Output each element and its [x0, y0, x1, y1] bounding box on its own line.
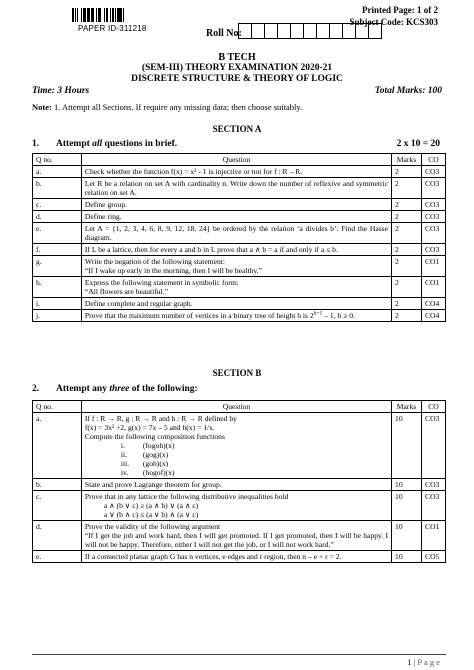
row-question	[81, 479, 391, 491]
question-line: “All flowers are beautiful.”	[84, 287, 168, 296]
row-co: CO3	[422, 491, 446, 521]
barcode-bar	[124, 8, 126, 22]
question-2-emph: three	[109, 384, 130, 394]
roll-no-box[interactable]	[329, 23, 343, 39]
sub-item-text: (fogoh)(x)	[142, 441, 175, 450]
row-marks: 2	[392, 166, 422, 178]
row-question	[81, 244, 391, 256]
table-row	[33, 413, 446, 479]
question-line: If a connected planar graph G has n vertices, e edges and r region, then n – e + r = 2.	[84, 552, 342, 561]
col-co: CO	[422, 401, 446, 413]
col-qno: Q no.	[33, 154, 82, 166]
question-line: Prove that in any lattice the following distributive inequalities hold	[84, 492, 289, 501]
question-1-emph: all	[92, 139, 103, 149]
row-co: CO3	[421, 199, 445, 211]
row-qno: d.	[33, 521, 82, 551]
sub-item	[85, 441, 388, 450]
row-marks: 2	[392, 211, 422, 223]
sub-item-number: iv.	[120, 468, 129, 477]
question-line: a ∧ (b ∨ c) ≥ (a ∧ b) ∨ (a ∧ c)	[84, 501, 199, 510]
row-co: CO4	[421, 310, 445, 322]
roll-no-box[interactable]	[251, 23, 265, 39]
question-line: Prove the validity of the following argument	[84, 522, 221, 531]
row-co: CO1	[421, 256, 445, 277]
roll-no-box[interactable]	[368, 23, 382, 39]
row-qno: j.	[33, 310, 82, 322]
table-row	[33, 491, 446, 521]
row-question	[81, 178, 391, 199]
row-qno: f.	[33, 244, 82, 256]
exam-title: (SEM-III) THEORY EXAMINATION 2020-21	[141, 63, 333, 73]
table-row	[33, 479, 446, 491]
row-marks: 10	[392, 551, 422, 563]
row-marks: 2	[392, 244, 422, 256]
row-marks: 10	[392, 491, 422, 521]
sub-item-number: iii.	[120, 459, 130, 468]
row-question	[81, 211, 391, 223]
row-question	[81, 298, 391, 310]
table-row	[33, 244, 446, 256]
row-co: CO3	[421, 211, 445, 223]
note-label: Note:	[32, 102, 52, 112]
row-marks: 2	[392, 310, 422, 322]
question-1-marks: 2 x 10 = 20	[396, 139, 440, 149]
row-qno: a.	[33, 166, 82, 178]
question-1-prefix: Attempt	[56, 139, 93, 149]
roll-no-box[interactable]	[303, 23, 317, 39]
question-line: Compute the following composition functions	[84, 432, 225, 441]
row-co: CO1	[422, 521, 446, 551]
question-line: Define group.	[84, 200, 128, 209]
note-text: 1. Attempt all Sections. If require any missing data; then choose suitably.	[53, 102, 303, 112]
question-2-heading	[32, 384, 198, 394]
question-line: Define complete and regular graph.	[84, 299, 193, 308]
table-row	[33, 211, 446, 223]
row-qno: h.	[33, 277, 82, 298]
row-marks: 10	[392, 413, 422, 479]
table-header-row	[33, 154, 446, 166]
question-line: “If I wake up early in the morning, then I will be healthy.”	[84, 266, 262, 275]
row-qno: g.	[33, 256, 82, 277]
question-line: Let A = {1, 2, 3, 4, 6, 8, 9, 12, 18, 24} be ordered by the relation ‘a divides b’. Find the Hasse diagram.	[84, 224, 390, 242]
row-marks: 10	[392, 479, 422, 491]
sub-item-number: i.	[120, 441, 125, 450]
row-question	[81, 521, 391, 551]
roll-no-box[interactable]	[264, 23, 278, 39]
row-qno: b.	[33, 479, 82, 491]
roll-no-box[interactable]	[238, 23, 252, 39]
table-row	[33, 199, 446, 211]
printed-page: Printed Page: 1 of 2	[362, 5, 438, 15]
row-marks: 2	[392, 178, 422, 199]
sub-item	[85, 450, 388, 459]
footer-divider	[32, 654, 446, 655]
table-row	[33, 310, 446, 322]
page-footer	[0, 657, 440, 667]
question-line: “If I get the job and work hard, then I will get promoted. If I get promoted, then I will be happy. I will not be happy. Therefore, either I will not get the job, or I will not work hard.”	[84, 531, 390, 549]
question-1-suffix: questions in brief.	[102, 139, 178, 149]
col-marks: Marks	[392, 401, 422, 413]
row-marks: 2	[392, 223, 422, 244]
row-marks: 10	[392, 521, 422, 551]
row-qno: a.	[33, 413, 82, 479]
sub-item	[85, 459, 388, 468]
question-2-number: 2.	[32, 384, 40, 394]
exam-note	[32, 102, 302, 112]
section-a-title: SECTION A	[212, 124, 262, 134]
section-b-table	[32, 400, 446, 563]
row-qno: e.	[33, 223, 82, 244]
col-co: CO	[421, 154, 445, 166]
roll-no-label: Roll No:	[206, 28, 242, 39]
subject-title: DISCRETE STRUCTURE & THEORY OF LOGIC	[131, 74, 343, 84]
row-question	[81, 166, 391, 178]
row-co: CO3	[421, 166, 445, 178]
col-question: Question	[81, 154, 391, 166]
col-qno: Q no.	[33, 401, 82, 413]
question-line: State and prove Lagrange theorem for group.	[84, 480, 222, 489]
table-row	[33, 223, 446, 244]
table-row	[33, 277, 446, 298]
row-question	[81, 277, 391, 298]
sub-item-text: (gog)(x)	[142, 450, 169, 459]
table-row	[33, 298, 446, 310]
question-1-heading	[32, 139, 177, 149]
row-co: CO1	[421, 277, 445, 298]
row-marks: 2	[392, 277, 422, 298]
question-line: Express the following statement in symbolic form:	[84, 278, 239, 287]
table-header-row	[33, 401, 446, 413]
degree-title: B TECH	[218, 52, 256, 63]
question-line: Check whether the function f(x) = x² - 1 is injective or not for f : R→R.	[84, 167, 303, 176]
section-a-table	[32, 153, 446, 322]
question-1-number: 1.	[32, 139, 40, 149]
question-text: – 1, h ≥ 0.	[322, 311, 355, 320]
row-question	[81, 551, 391, 563]
row-marks: 2	[392, 199, 422, 211]
table-row	[33, 166, 446, 178]
subject-code: Subject Code: KCS303	[349, 17, 438, 27]
question-line: If L be a lattice, then for every a and b in L prove that a ∧ b = a if and only if a ≤ b.	[84, 245, 338, 254]
row-qno: e.	[33, 551, 82, 563]
row-qno: d.	[33, 211, 82, 223]
row-co: CO5	[422, 551, 446, 563]
sub-item-number: ii.	[120, 450, 127, 459]
row-question	[81, 223, 391, 244]
row-co: CO3	[421, 223, 445, 244]
page-number: 1	[407, 657, 412, 667]
total-marks: Total Marks: 100	[374, 86, 442, 96]
roll-no-boxes[interactable]	[239, 23, 382, 39]
sub-item-text: (goh)(x)	[142, 459, 169, 468]
table-row	[33, 551, 446, 563]
question-2-suffix: of the following:	[129, 384, 198, 394]
row-co: CO3	[421, 178, 445, 199]
paper-id: PAPER ID-311218	[78, 24, 147, 33]
row-question	[81, 256, 391, 277]
row-co: CO3	[421, 244, 445, 256]
roll-no-box[interactable]	[316, 23, 330, 39]
roll-no-box[interactable]	[277, 23, 291, 39]
table-row	[33, 256, 446, 277]
table-row	[33, 178, 446, 199]
table-row	[33, 521, 446, 551]
row-co: CO3	[422, 479, 446, 491]
question-line: a ∨ (b ∧ c) ≤ (a ∨ b) ∧ (a ∨ c)	[84, 510, 199, 519]
question-line: Write the negation of the following statement:	[84, 257, 226, 266]
row-qno: c.	[33, 199, 82, 211]
roll-no-box[interactable]	[342, 23, 356, 39]
row-question	[81, 199, 391, 211]
col-question: Question	[81, 401, 391, 413]
col-marks: Marks	[392, 154, 422, 166]
sub-item-text: (hogof)(x)	[142, 468, 175, 477]
row-marks: 2	[392, 256, 422, 277]
row-marks: 2	[392, 298, 422, 310]
row-question	[81, 310, 391, 322]
sub-item	[85, 468, 388, 477]
question-line: Let R be a relation on set A with cardinality n. Write down the number of reflexive and symmetric relation on set A.	[84, 179, 390, 197]
row-co: CO4	[421, 298, 445, 310]
barcode	[72, 8, 144, 22]
roll-no-box[interactable]	[355, 23, 369, 39]
row-question	[81, 491, 391, 521]
question-line: If f : R → R, g : R → R and h : R → R defined by	[84, 414, 237, 423]
question-line: f(x) = 3x² +2, g(x) = 7x – 5 and h(x) = 1/x.	[84, 423, 215, 432]
roll-no-box[interactable]	[290, 23, 304, 39]
row-qno: b.	[33, 178, 82, 199]
page-label: | P a g e	[411, 657, 440, 667]
row-question	[81, 413, 391, 479]
question-2-prefix: Attempt any	[56, 384, 110, 394]
row-qno: i.	[33, 298, 82, 310]
question-line: Define ring.	[84, 212, 122, 221]
exam-time: Time: 3 Hours	[32, 86, 90, 96]
row-co: CO3	[422, 413, 446, 479]
row-qno: c.	[33, 491, 82, 521]
question-text: Prove that the maximum number of vertices in a binary tree of height h is 2	[84, 311, 314, 320]
question-exponent: h+1	[313, 310, 323, 317]
section-b-title: SECTION B	[212, 368, 262, 378]
